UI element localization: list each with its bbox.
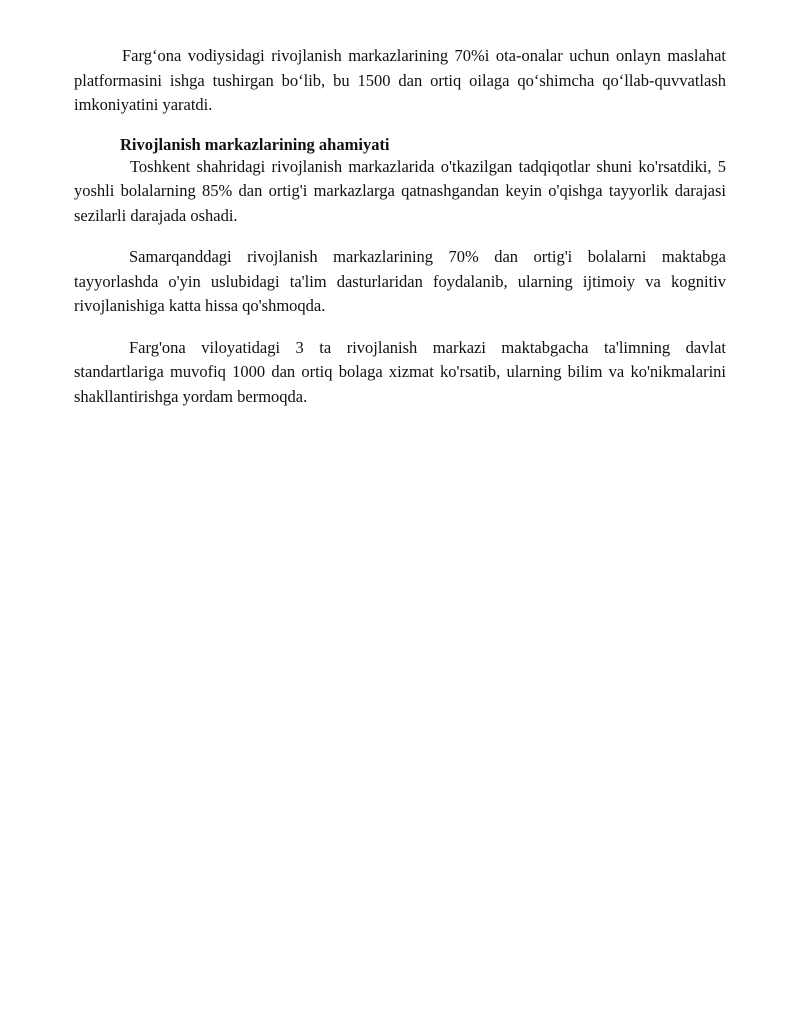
paragraph-tashkent: Toshkent shahridagi rivojlanish markazlarida o'tkazilgan tadqiqotlar shuni ko'rsatdiki, 5 yoshli bolalarning 85% dan ortig'i markazlarga qatnashgandan keyin o'qishga tayyorlik darajasi sezilarli darajada oshadi. — [74, 156, 726, 225]
section-heading: Rivojlanish markazlarining ahamiyati — [120, 134, 390, 154]
paragraph-samarkand: Samarqanddagi rivojlanish markazlarining 70% dan ortig'i bolalarni maktabga tayyorlashda o'yin uslubidagi ta'lim dasturlaridan foydalanib, ularning ijtimoiy va kognitiv rivojlanishiga katta hissa qo'shmoqda. — [74, 247, 726, 315]
document-page — [74, 44, 726, 409]
paragraph-fergana-region: Farg'ona viloyatidagi 3 ta rivojlanish markazi maktabgacha ta'limning davlat standartlariga muvofiq 1000 dan ortiq bolaga xizmat ko'rsatib, ularning bilim va ko'nikmalarini shakllantirishga yordam bermoqda. — [74, 337, 726, 406]
paragraph-fergana-valley: Farg‘ona vodiysidagi rivojlanish markazlarining 70%i ota-onalar uchun onlayn maslahat platformasini ishga tushirgan bo‘lib, bu 1500 dan ortiq oilaga qo‘shimcha qo‘llab-quvvatlash imkoniyatini yaratdi. — [74, 46, 726, 114]
